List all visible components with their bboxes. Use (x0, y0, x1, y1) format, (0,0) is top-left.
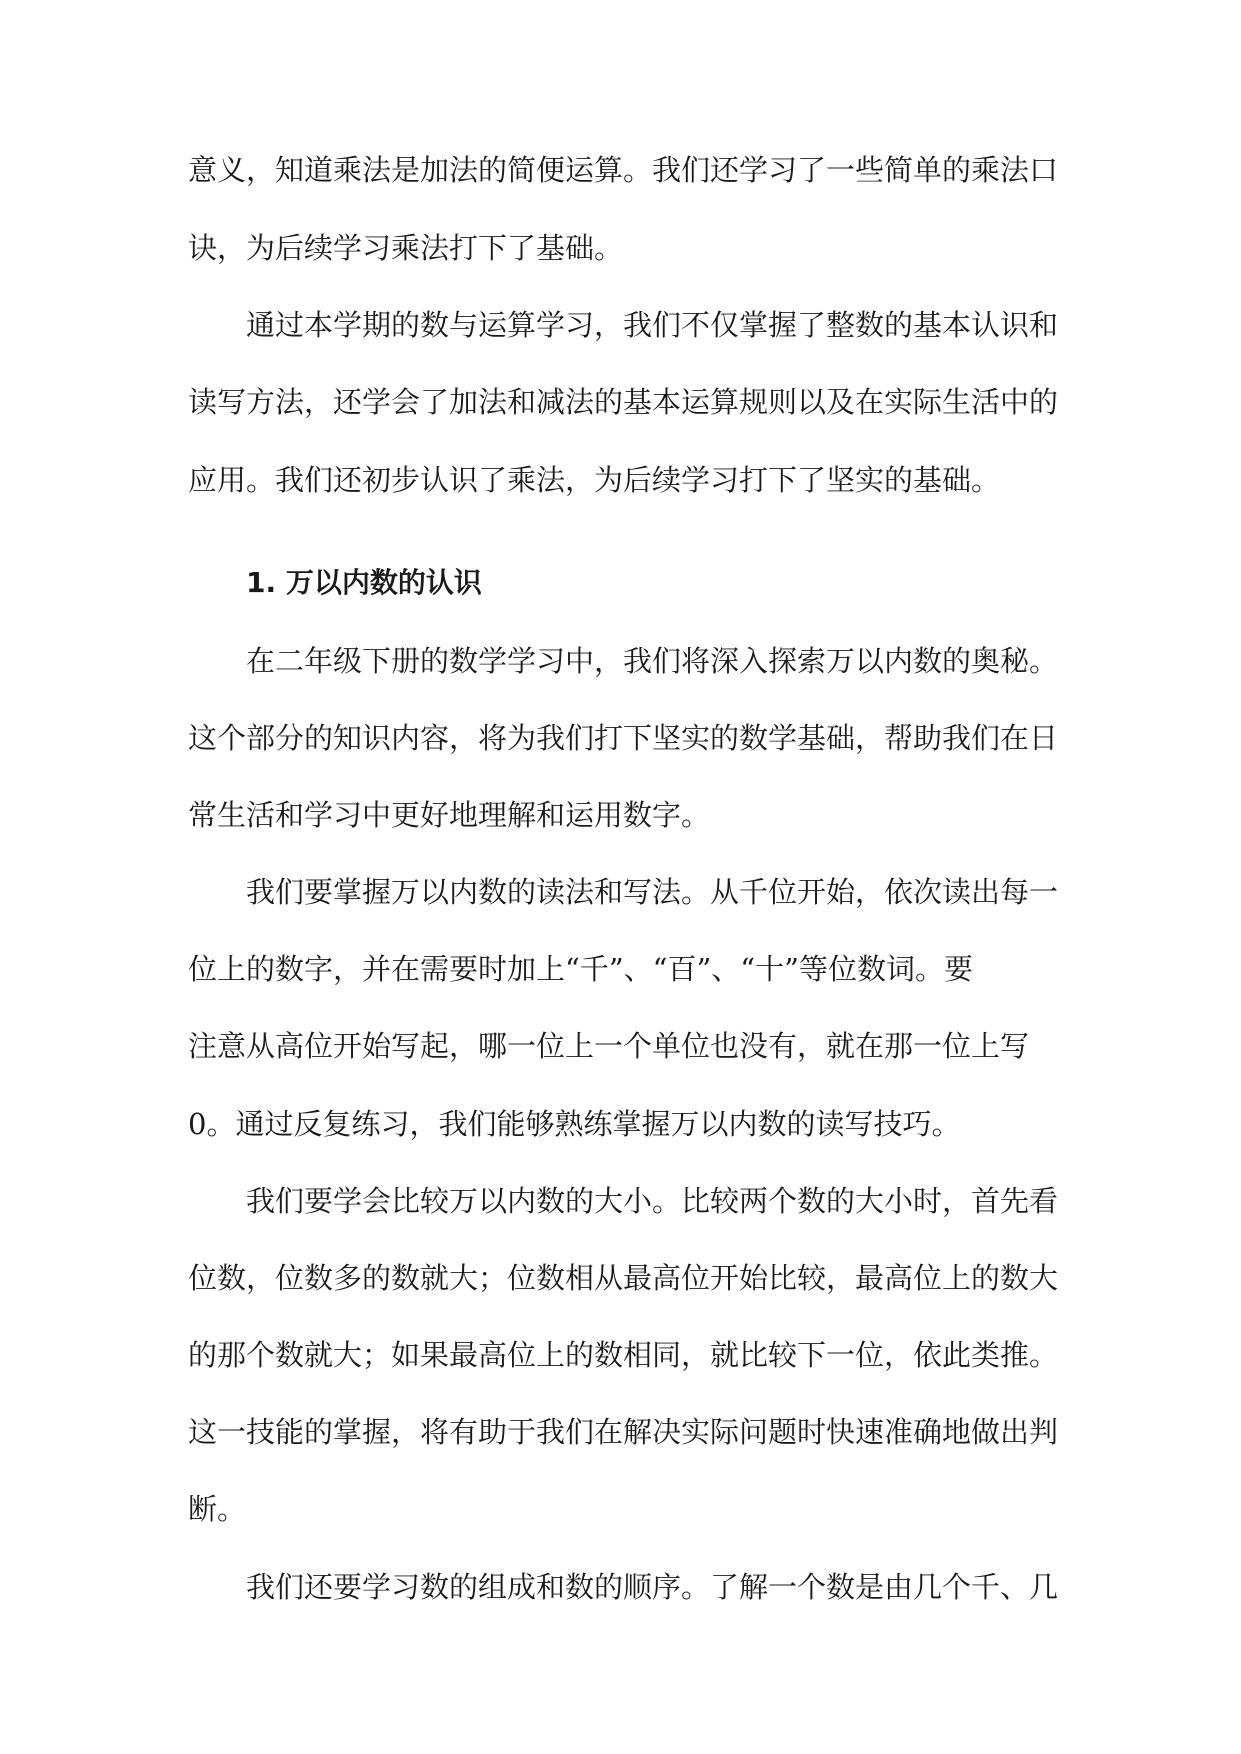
paragraph-line: 这个部分的知识内容，将为我们打下坚实的数学基础，帮助我们在日 (188, 721, 1059, 755)
paragraph-line: 0。通过反复练习，我们能够熟练掌握万以内数的读写技巧。 (188, 1107, 961, 1141)
paragraph-line: 这一技能的掌握，将有助于我们在解决实际问题时快速准确地做出判 (188, 1415, 1059, 1449)
paragraph-line: 读写方法，还学会了加法和减法的基本运算规则以及在实际生活中的 (188, 385, 1059, 419)
paragraph-line: 通过本学期的数与运算学习，我们不仅掌握了整数的基本认识和 (246, 308, 1059, 342)
paragraph-line: 的那个数就大；如果最高位上的数相同，就比较下一位，依此类推。 (188, 1338, 1059, 1372)
paragraph-line: 常生活和学习中更好地理解和运用数字。 (188, 798, 711, 832)
paragraph-line: 我们要学会比较万以内数的大小。比较两个数的大小时，首先看 (246, 1184, 1059, 1218)
paragraph-line: 在二年级下册的数学学习中，我们将深入探索万以内数的奥秘。 (246, 644, 1059, 678)
section-heading: 1. 万以内数的认识 (246, 566, 482, 599)
paragraph-line: 位数，位数多的数就大；位数相从最高位开始比较，最高位上的数大 (188, 1261, 1059, 1295)
paragraph-line: 应用。我们还初步认识了乘法，为后续学习打下了坚实的基础。 (188, 463, 1001, 497)
paragraph-line: 注意从高位开始写起，哪一位上一个单位也没有，就在那一位上写 (188, 1029, 1030, 1063)
paragraph-line: 诀，为后续学习乘法打下了基础。 (188, 231, 624, 265)
paragraph-line: 我们还要学习数的组成和数的顺序。了解一个数是由几个千、几 (246, 1570, 1059, 1604)
paragraph-line: 断。 (188, 1492, 247, 1526)
paragraph-line: 意义，知道乘法是加法的简便运算。我们还学习了一些简单的乘法口 (188, 153, 1059, 187)
paragraph-line: 位上的数字，并在需要时加上“千”、“百”、“十”等位数词。要 (188, 952, 973, 986)
paragraph-line: 我们要掌握万以内数的读法和写法。从千位开始，依次读出每一 (246, 875, 1059, 909)
